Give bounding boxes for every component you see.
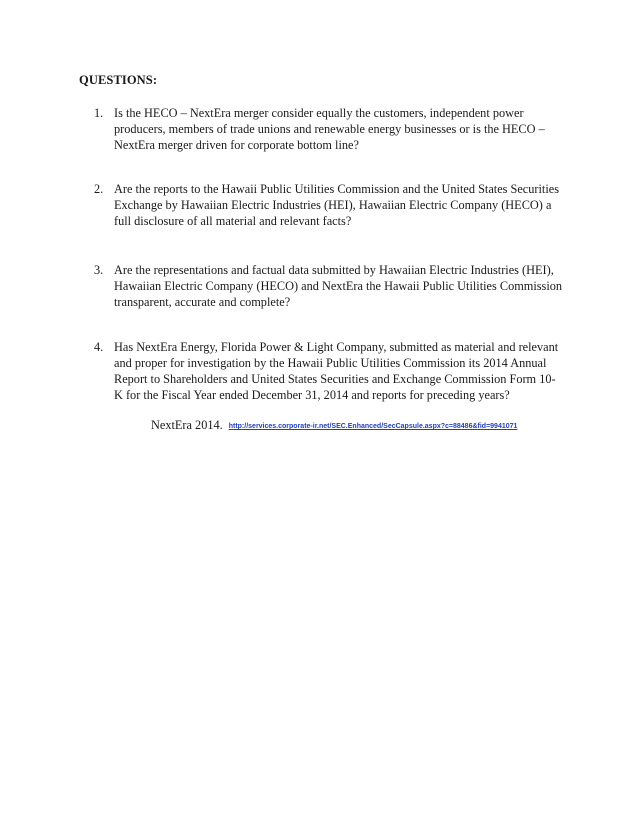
question-text: Are the representations and factual data submitted by Hawaiian Electric Industries (HEI), Hawaiian Electric Company (HECO) and NextEra the Hawaii Public Utilities Commission transparent, accurate and complete? bbox=[114, 263, 563, 309]
question-number: 4. bbox=[94, 340, 104, 354]
question-item-2 bbox=[94, 181, 564, 229]
question-item-4 bbox=[94, 339, 564, 403]
question-item-3 bbox=[94, 262, 564, 310]
question-text: Has NextEra Energy, Florida Power & Light Company, submitted as material and relevant and proper for investigation by the Hawaii Public Utilities Commission its 2014 Annual Report to Shareholders and United States Securities and Exchange Commission Form 10-K for the Fiscal Year ended December 31, 2014 and reports for preceding years? bbox=[114, 340, 559, 402]
question-item-1 bbox=[94, 105, 564, 153]
reference-line bbox=[151, 416, 517, 434]
questions-heading: QUESTIONS: bbox=[79, 73, 158, 87]
reference-link[interactable]: http://services.corporate-ir.net/SEC.Enhanced/SecCapsule.aspx?c=88486&fid=9941071 bbox=[228, 423, 518, 430]
question-number: 2. bbox=[94, 182, 104, 196]
question-text: Is the HECO – NextEra merger consider equally the customers, independent power producers, members of trade unions and renewable energy businesses or is the HECO – NextEra merger driven for corporate bottom line? bbox=[114, 106, 545, 152]
question-text: Are the reports to the Hawaii Public Utilities Commission and the United States Securities Exchange by Hawaiian Electric Industries (HEI), Hawaiian Electric Company (HECO) a full disclosure of all material and relevant facts? bbox=[114, 182, 560, 228]
question-number: 3. bbox=[94, 263, 104, 277]
reference-label: NextEra 2014. bbox=[151, 418, 223, 432]
question-number: 1. bbox=[94, 106, 104, 120]
